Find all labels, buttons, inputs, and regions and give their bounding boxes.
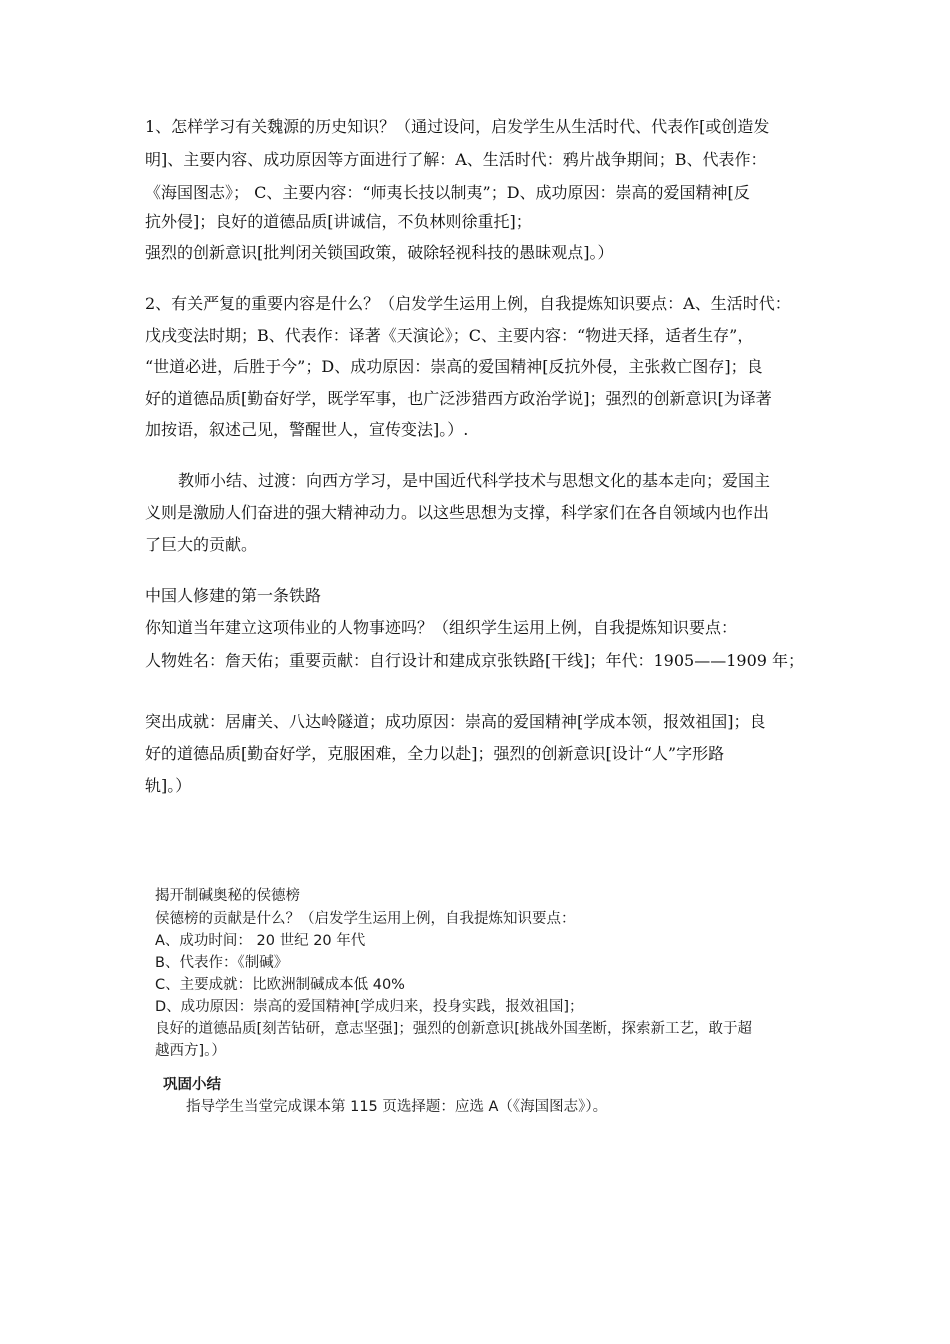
q1-line-3: 《海国图志》； C、主要内容：“师夷长技以制夷”；D、成功原因：崇高的爱国精神[反 bbox=[145, 183, 750, 202]
q2-line-2: 戊戌变法时期；B、代表作：译著《天演论》；C、主要内容：“物进天择，适者生存”， bbox=[145, 326, 754, 345]
q2-line-1: 2、有关严复的重要内容是什么？（启发学生运用上例，自我提炼知识要点：A、生活时代： bbox=[145, 294, 791, 313]
houdebang-line-5: D、成功原因：崇高的爱国精神[学成归来，投身实践，报效祖国]； bbox=[155, 999, 584, 1015]
consolidation-line-1: 指导学生当堂完成课本第 115 页选择题：应选 A（《海国图志》）。 bbox=[186, 1099, 608, 1115]
q1-line-2: 明]、主要内容、成功原因等方面进行了解：A、生活时代：鸦片战争期间；B、代表作： bbox=[145, 150, 767, 169]
q1-line-5: 强烈的创新意识[批判闭关锁国政策，破除轻视科技的愚昧观点]。） bbox=[145, 243, 614, 262]
houdebang-line-7: 越西方]。） bbox=[155, 1043, 226, 1059]
q1-line-1: 1、怎样学习有关魏源的历史知识？（通过设问，启发学生从生活时代、代表作[或创造发 bbox=[145, 117, 770, 136]
houdebang-heading: 揭开制碱奥秘的侯德榜 bbox=[155, 888, 300, 904]
consolidation-heading: 巩固小结 bbox=[163, 1077, 221, 1093]
railway-heading: 中国人修建的第一条铁路 bbox=[145, 586, 322, 605]
railway-line-3: 突出成就：居庸关、八达岭隧道；成功原因：崇高的爱国精神[学成本领，报效祖国]；良 bbox=[145, 712, 766, 731]
q2-line-5: 加按语，叙述己见，警醒世人，宣传变法]。）. bbox=[145, 420, 469, 439]
q1-line-4: 抗外侵]；良好的道德品质[讲诚信，不负林则徐重托]； bbox=[145, 212, 532, 231]
houdebang-line-3: B、代表作：《制碱》 bbox=[155, 955, 289, 971]
teacher-summary-line-1: 教师小结、过渡：向西方学习，是中国近代科学技术与思想文化的基本走向；爱国主 bbox=[178, 471, 771, 490]
q2-line-3: “世道必进，后胜于今”；D、成功原因：崇高的爱国精神[反抗外侵，主张救亡图存]；良 bbox=[145, 357, 763, 376]
railway-line-5: 轨]。） bbox=[145, 776, 192, 795]
houdebang-line-4: C、主要成就：比欧洲制碱成本低 40% bbox=[155, 977, 405, 993]
houdebang-line-6: 良好的道德品质[刻苦钻研，意志坚强]；强烈的创新意识[挑战外国垄断，探索新工艺，敢于超 bbox=[155, 1021, 752, 1037]
teacher-summary-line-3: 了巨大的贡献。 bbox=[145, 535, 258, 554]
railway-line-2: 人物姓名：詹天佑；重要贡献：自行设计和建成京张铁路[干线]；年代：1905——1909 年； bbox=[145, 651, 805, 670]
q2-line-4: 好的道德品质[勤奋好学，既学军事，也广泛涉猎西方政治学说]；强烈的创新意识[为译著 bbox=[145, 389, 772, 408]
railway-line-4: 好的道德品质[勤奋好学，克服困难，全力以赴]；强烈的创新意识[设计“人”字形路 bbox=[145, 744, 725, 763]
railway-line-1: 你知道当年建立这项伟业的人物事迹吗？（组织学生运用上例，自我提炼知识要点： bbox=[145, 618, 738, 637]
houdebang-line-1: 侯德榜的贡献是什么？（启发学生运用上例，自我提炼知识要点： bbox=[155, 911, 576, 927]
teacher-summary-line-2: 义则是激励人们奋进的强大精神动力。以这些思想为支撑，科学家们在各自领域内也作出 bbox=[145, 503, 770, 522]
houdebang-line-2: A、成功时间： 20 世纪 20 年代 bbox=[155, 933, 366, 949]
